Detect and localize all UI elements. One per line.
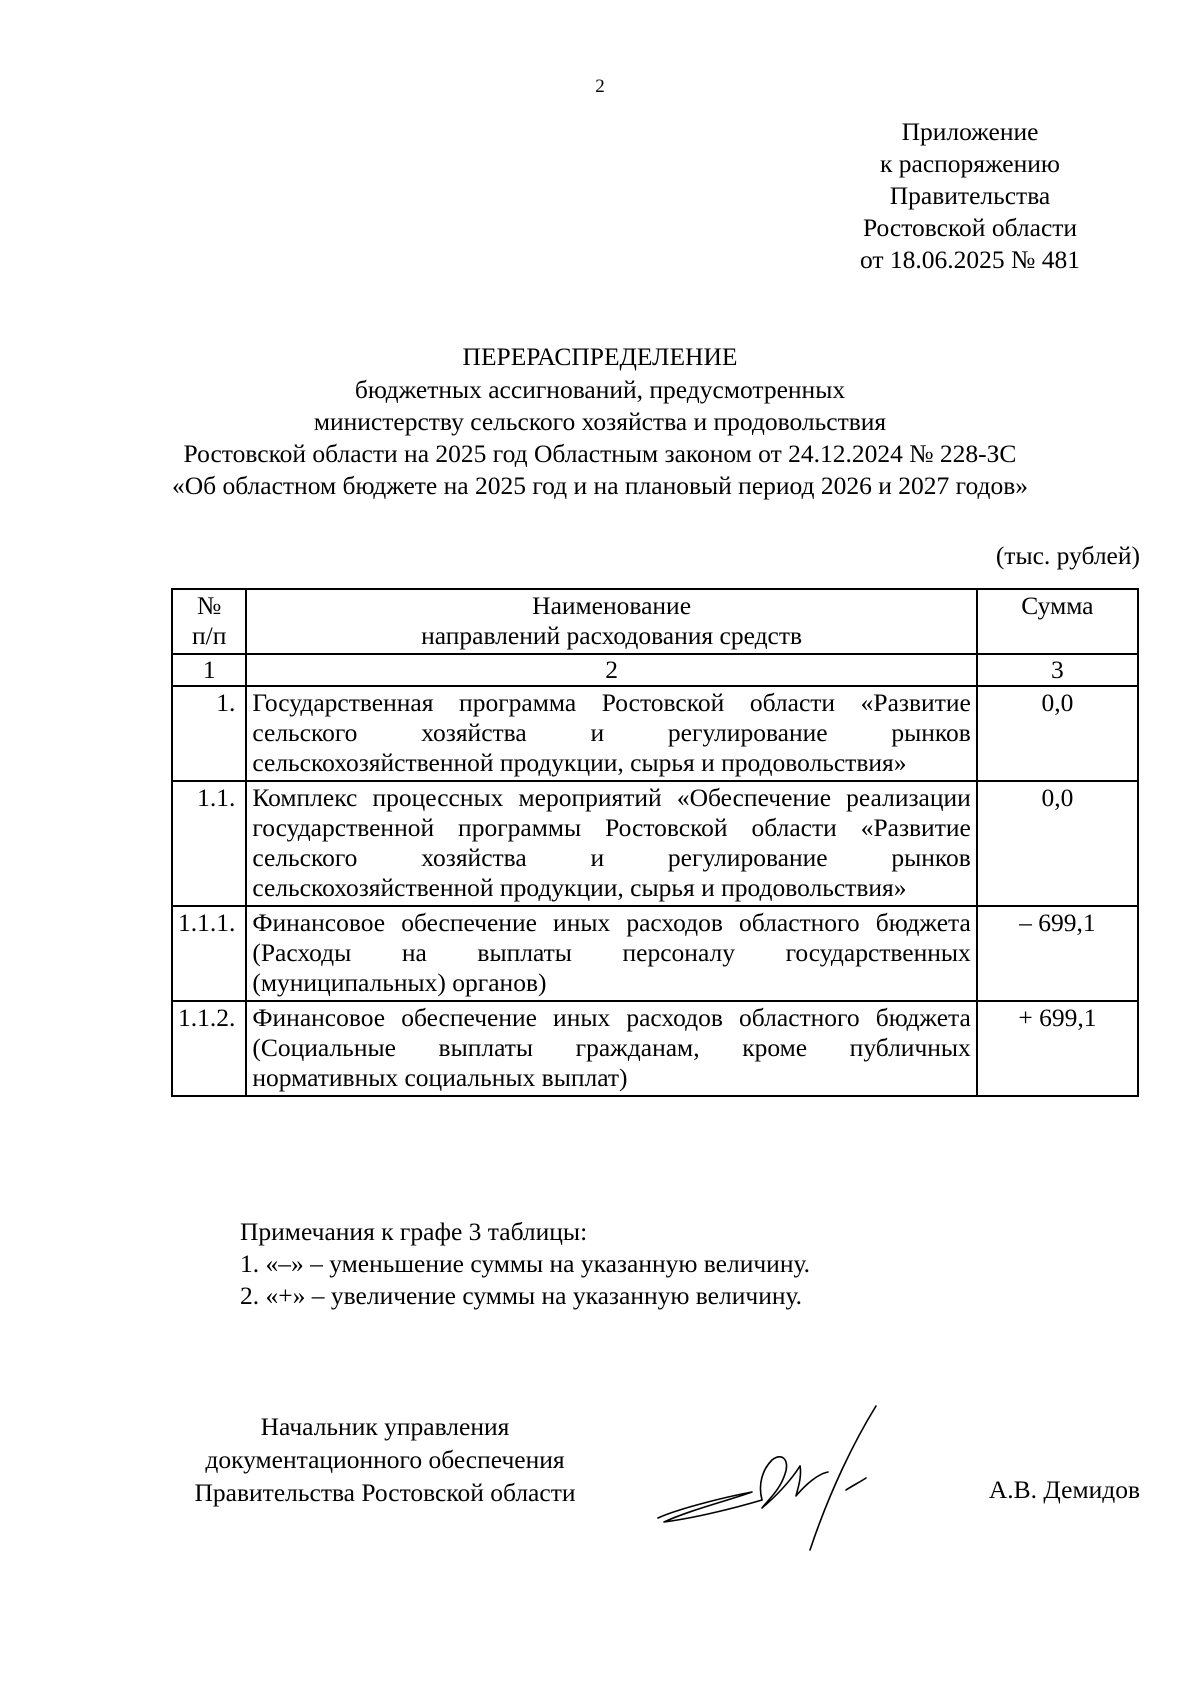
table-row xyxy=(172,781,1138,906)
signer-position-line: Правительства Ростовской области xyxy=(194,1478,576,1507)
appendix-line: к распоряжению xyxy=(880,149,1060,178)
row-name: Комплекс процессных мероприятий «Обеспечение реализации государственной программы Ростовской области «Развитие сельского хозяйства и регулирование рынков сельскохозяйственной продукции, сырья и продовольствия» xyxy=(246,781,976,906)
index-cell: 3 xyxy=(977,654,1138,686)
page-number: 2 xyxy=(595,76,605,97)
index-cell: 2 xyxy=(246,654,976,686)
row-number: 1.1.1. xyxy=(172,906,246,1001)
header-name xyxy=(246,589,976,654)
allocation-table xyxy=(171,588,1139,1097)
note-item: 1. «–» – уменьшение суммы на указанную величину. xyxy=(240,1249,811,1278)
table-row xyxy=(172,906,1138,1001)
title-line: «Об областном бюджете на 2025 год и на плановый период 2026 и 2027 годов» xyxy=(171,471,1029,500)
notes-section xyxy=(240,1216,1040,1312)
row-number: 1.1. xyxy=(172,781,246,906)
row-sum: 0,0 xyxy=(977,781,1138,906)
row-sum: 0,0 xyxy=(977,686,1138,781)
units-label: (тыс. рублей) xyxy=(995,541,1140,570)
title-line: бюджетных ассигнований, предусмотренных xyxy=(354,375,846,404)
index-cell: 1 xyxy=(172,654,246,686)
row-name: Финансовое обеспечение иных расходов областного бюджета (Социальные выплаты гражданам, кроме публичных нормативных социальных выплат) xyxy=(246,1001,976,1096)
header-name-line: направлений расходования средств xyxy=(421,621,803,650)
table-index-row xyxy=(172,654,1138,686)
title-line: Ростовской области на 2025 год Областным законом от 24.12.2024 № 228-ЗС xyxy=(183,439,1017,468)
notes-title: Примечания к графе 3 таблицы: xyxy=(240,1217,588,1246)
header-sum: Сумма xyxy=(977,589,1138,654)
header-number-line: № xyxy=(197,591,222,620)
row-sum: + 699,1 xyxy=(977,1001,1138,1096)
document-title xyxy=(100,340,1100,502)
header-number-line: п/п xyxy=(191,621,227,650)
row-number: 1. xyxy=(172,686,246,781)
header-name-line: Наименование xyxy=(532,591,692,620)
appendix-line: Приложение xyxy=(901,117,1039,146)
appendix-line: Ростовской области xyxy=(862,213,1078,242)
signer-position-line: документационного обеспечения xyxy=(205,1445,565,1474)
row-name: Государственная программа Ростовской области «Развитие сельского хозяйства и регулирование рынков сельскохозяйственной продукции, сырья и продовольствия» xyxy=(246,686,976,781)
signer-name: А.В. Демидов xyxy=(988,1475,1140,1504)
row-number: 1.1.2. xyxy=(172,1001,246,1096)
title-line: министерству сельского хозяйства и продовольствия xyxy=(313,407,887,436)
table-row xyxy=(172,686,1138,781)
row-sum: – 699,1 xyxy=(977,906,1138,1001)
table-row xyxy=(172,1001,1138,1096)
table-header-row xyxy=(172,589,1138,654)
signer-position-line: Начальник управления xyxy=(260,1412,510,1441)
appendix-header xyxy=(810,116,1130,276)
signer-position xyxy=(160,1410,610,1509)
header-number xyxy=(172,589,246,654)
note-item: 2. «+» – увеличение суммы на указанную величину. xyxy=(240,1281,803,1310)
appendix-line: Правительства xyxy=(889,181,1051,210)
handwritten-signature xyxy=(650,1400,910,1560)
title-heading: ПЕРЕРАСПРЕДЕЛЕНИЕ xyxy=(462,342,738,371)
row-name: Финансовое обеспечение иных расходов областного бюджета (Расходы на выплаты персоналу государственных (муниципальных) органов) xyxy=(246,906,976,1001)
appendix-date-number: от 18.06.2025 № 481 xyxy=(859,245,1080,274)
